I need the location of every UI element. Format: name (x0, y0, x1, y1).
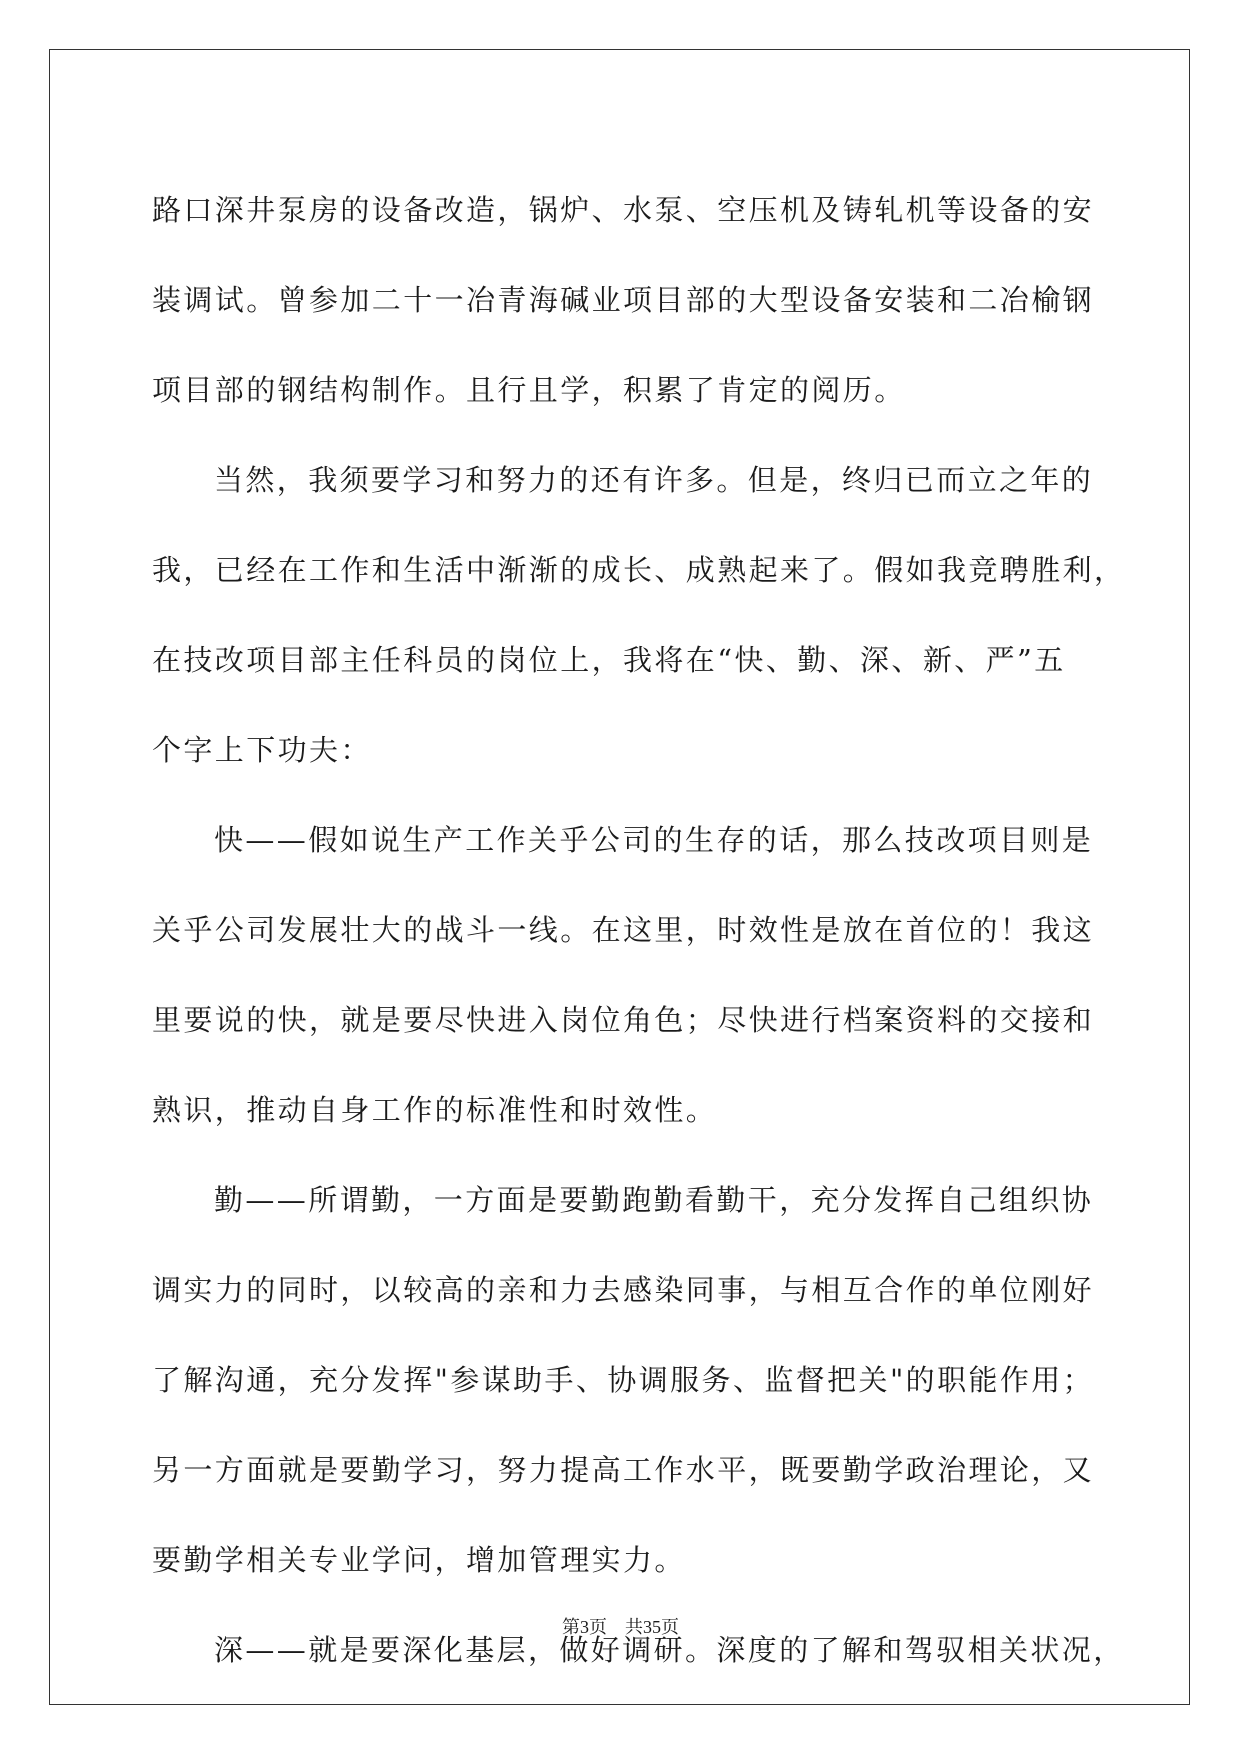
body-line-8: 快——假如说生产工作关乎公司的生存的话，那么技改项目则是 (214, 823, 1094, 857)
page-footer (0, 1613, 1241, 1639)
body-line-11: 熟识，推动自身工作的标准性和时效性。 (152, 1093, 718, 1127)
body-line-12: 勤——所谓勤，一方面是要勤跑勤看勤干，充分发挥自己组织协 (214, 1183, 1094, 1217)
body-line-16: 要勤学相关专业学问，增加管理实力。 (152, 1543, 686, 1577)
body-line-9: 关乎公司发展壮大的战斗一线。在这里，时效性是放在首位的！我这 (152, 913, 1095, 947)
body-line-2: 装调试。曾参加二十一冶青海碱业项目部的大型设备安装和二冶榆钢 (152, 283, 1095, 317)
body-line-6: 在技改项目部主任科员的岗位上，我将在“快、勤、深、新、严”五 (152, 643, 1066, 677)
body-line-4: 当然，我须要学习和努力的还有许多。但是，终归已而立之年的 (214, 463, 1094, 497)
body-line-14: 了解沟通，充分发挥"参谋助手、协调服务、监督把关"的职能作用； (152, 1363, 1095, 1397)
document-body (152, 165, 1126, 1695)
page-total: 共35页 (625, 1617, 679, 1637)
body-line-10: 里要说的快，就是要尽快进入岗位角色；尽快进行档案资料的交接和 (152, 1003, 1095, 1037)
body-line-7: 个字上下功夫： (152, 733, 372, 767)
body-line-1: 路口深井泵房的设备改造，锅炉、水泵、空压机及铸轧机等设备的安 (152, 193, 1095, 227)
body-line-3: 项目部的钢结构制作。且行且学，积累了肯定的阅历。 (152, 373, 906, 407)
body-line-15: 另一方面就是要勤学习，努力提高工作水平，既要勤学政治理论，又 (152, 1453, 1095, 1487)
body-line-17: 深——就是要深化基层，做好调研。深度的了解和驾驭相关状况， (214, 1633, 1125, 1667)
page-number: 第3页 (562, 1617, 607, 1637)
body-line-5: 我，已经在工作和生活中渐渐的成长、成熟起来了。假如我竞聘胜利， (152, 553, 1126, 587)
body-line-13: 调实力的同时，以较高的亲和力去感染同事，与相互合作的单位刚好 (152, 1273, 1095, 1307)
